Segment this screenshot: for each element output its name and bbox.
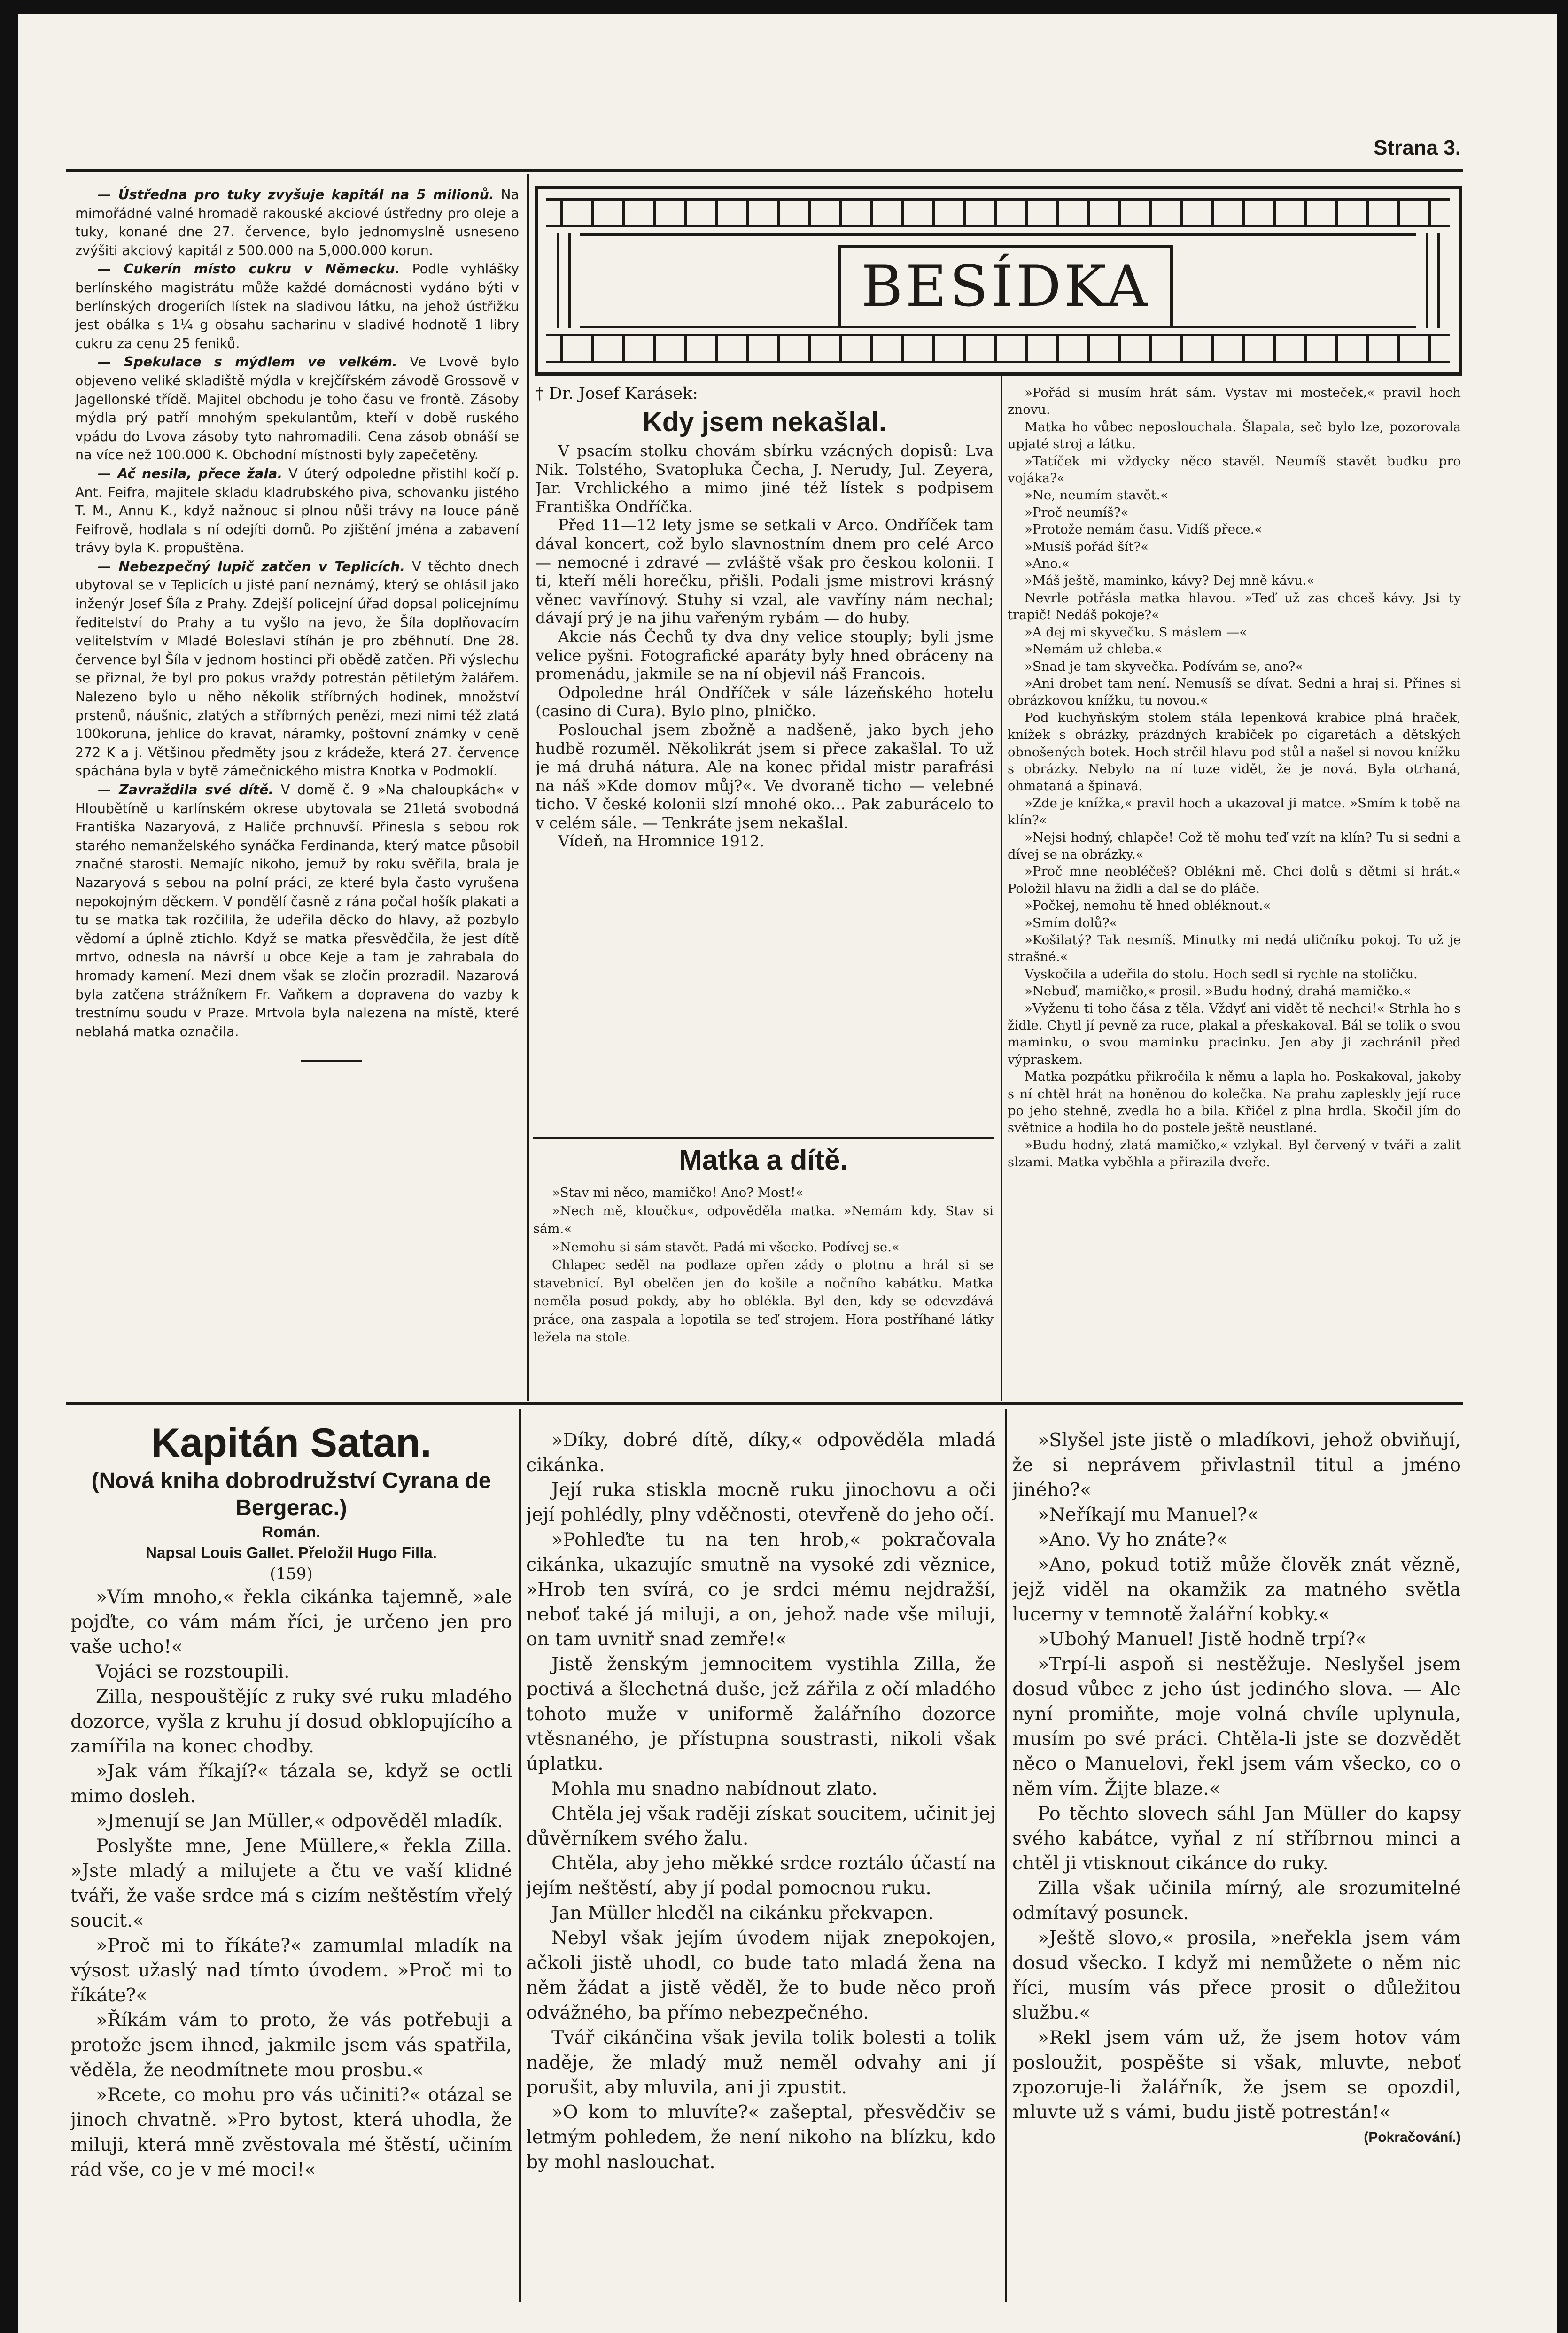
news-headline: — Ač nesila, přece žala. bbox=[98, 465, 283, 481]
serial-paragraph: Chtěla jej však raději získat soucitem, učinit jej důvěrníkem svého žalu. bbox=[526, 1803, 996, 1849]
serial-paragraph: Poslyšte mne, Jene Müllere,« řekla Zilla. »Jste mladý a milujete a čtu ve vaší klidné tváři, že vaše srdce má s cizím neštěstím vřelý soucit.« bbox=[70, 1835, 512, 1931]
story-paragraph: »Proč mne neobléčeš? Oblékni mě. Chci dolů s dětmi si hrát.« Položil hlavu na židli a dal se do pláče. bbox=[1008, 864, 1461, 896]
story-paragraph: »Máš ještě, maminko, kávy? Dej mně kávu.« bbox=[1025, 573, 1315, 589]
serial-paragraph: »Jak vám říkají?« tázala se, když se octli mimo dosleh. bbox=[70, 1760, 512, 1807]
news-item bbox=[75, 781, 519, 1041]
story-divider bbox=[533, 1137, 994, 1139]
story-paragraph: »Ani drobet tam není. Nemusíš se dívat. Sedni a hraj si. Přines si obrázkovou knížku, tu novou.« bbox=[1008, 675, 1461, 708]
serial-paragraph: »Ano. Vy ho znáte?« bbox=[1038, 1529, 1228, 1550]
serial-paragraph: »Ubohý Manuel! Jistě hodně trpí?« bbox=[1038, 1628, 1367, 1650]
news-column bbox=[75, 186, 519, 1388]
serial-paragraph: »Proč mi to říkáte?« zamumlal mladík na výsost užaslý nad tímto úvodem. »Proč mi to říkáte?« bbox=[70, 1935, 512, 2006]
serial-paragraph: »Rcete, co mohu pro vás učiniti?« otázal se jinoch chvatně. »Pro bytost, která uhodla, že miluji, která mně zvěstovala mé štěstí, učiním rád vše, co je v mé moci!« bbox=[70, 2084, 512, 2180]
story-paragraph: »Ne, neumím stavět.« bbox=[1025, 488, 1169, 503]
story-paragraph: »Protože nemám času. Vidíš přece.« bbox=[1025, 522, 1263, 537]
story-paragraph: »Nejsi hodný, chlapče! Což tě mohu teď vzít na klín? Tu si sedni a dívej se na obrázky.« bbox=[1008, 829, 1461, 862]
story-paragraph: Před 11—12 lety jsme se setkali v Arco. Ondříček tam dával koncert, což bylo slavnostním dnem pro celé Arco — nemocné i zdravé — zvláště však pro českou kolonii. I ti, kteří měli horečku, přišli. Podali jsme mistrovi krásný věnec vavřínový. Stuhy si vzal, ale vavříny nám nechal; dávají prý je na jihu vařeným rybám — do huby. bbox=[536, 516, 994, 628]
story-author: † Dr. Josef Karásek: bbox=[536, 384, 698, 403]
serial-column bbox=[526, 1428, 996, 2311]
column-divider bbox=[527, 174, 529, 1401]
serial-paragraph: »Říkám vám to proto, že vás potřebuji a protože jsem ihned, jakmile jsem vás spatřila, věděla, že neodmítnete mou prosbu.« bbox=[70, 2009, 512, 2081]
top-rule bbox=[66, 169, 1463, 172]
story-paragraph: »Nech mě, kloučku«, odpověděla matka. »Nemám kdy. Stav si sám.« bbox=[533, 1203, 994, 1236]
serial-paragraph: »Díky, dobré dítě, díky,« odpověděla mladá cikánka. bbox=[526, 1429, 996, 1476]
news-item bbox=[75, 558, 519, 781]
page-number: Strana 3. bbox=[1374, 136, 1461, 159]
serial-credit: Napsal Louis Gallet. Přeložil Hugo Filla. bbox=[146, 1544, 437, 1561]
serial-column bbox=[1012, 1428, 1461, 2311]
story-paragraph: Chlapec seděl na podlaze opřen zády o plotnu a hrál si se stavebnicí. Byl obelčen jen do košile a nočního kabátku. Matka neměla posud pokdy, aby ho oblékla. Byl den, kdy se odevzdává práce, ona zaspala a lopotila se teď strojem. Hora postříhané látky ležela na stole. bbox=[533, 1257, 994, 1345]
story-paragraph: »Pořád si musím hrát sám. Vystav mi mosteček,« pravil hoch znovu. bbox=[1008, 385, 1461, 418]
scan-border-top bbox=[0, 0, 1568, 14]
story-paragraph: »Smím dolů?« bbox=[1025, 915, 1118, 930]
story-paragraph: »A dej mi skyvečku. S máslem —« bbox=[1025, 624, 1247, 640]
news-item bbox=[75, 465, 519, 558]
story-title: Kdy jsem nekašlal. bbox=[642, 407, 887, 437]
ornament-band bbox=[546, 334, 1450, 363]
serial-number: (159) bbox=[270, 1565, 313, 1583]
serial-paragraph: »Rekl jsem vám už, že jsem hotov vám posloužit, pospěšte si však, mluvte, neboť zpozoruje-li žalářník, že jsem se opozdil, mluvte už s vámi, budu jistě potrestán!« bbox=[1012, 2027, 1461, 2123]
serial-paragraph: Mohla mu snadno nabídnout zlato. bbox=[551, 1778, 877, 1799]
serial-paragraph: Nebyl však jejím úvodem nijak znepokojen, ačkoli jistě uhodl, co bude tato mladá žena na něm žádat a jistě věděl, že to bude něco proň odvážného, ba přímo nebezpečného. bbox=[526, 1927, 996, 2023]
serial-paragraph: Zilla však učinila mírný, ale srozumitelné odmítavý posunek. bbox=[1012, 1877, 1461, 1924]
story-paragraph: »Nemám už chleba.« bbox=[1025, 642, 1163, 657]
story-paragraph: Poslouchal jsem zbožně a nadšeně, jako bych jeho hudbě rozuměl. Několikrát jsem si přece zakašlal. To už je má druhá nátura. Ale na konec přidal mistr parafrási na náš »Kde domov můj?«. Ve dvoraně ticho — velebné ticho. V české kolonii slzí mnohé oko... Pak zaburácelo to v celém sále. — Tenkráte jsem nekašlal. bbox=[536, 720, 994, 832]
serial-paragraph: »O kom to mluvíte?« zašeptal, přesvědčiv se letmým pohledem, že není nikoho na blízku, kdo by mohl naslouchat. bbox=[526, 2101, 996, 2173]
news-item bbox=[75, 186, 519, 260]
serial-paragraph: »Ano, pokud totiž může člověk znát vězně, jejž viděl na okamžik za matného světla lucerny v temnotě žalářní kobky.« bbox=[1012, 1554, 1461, 1625]
story-column bbox=[536, 384, 994, 1136]
serial-paragraph: Jistě ženským jemnocitem vystihla Zilla, že poctivá a šlechetná duše, jež zářila z očí mladého tohoto muže v uniformě žalářního dozorce vtěsnaného, je přístupna soustrasti, nikoli však úplatku. bbox=[526, 1653, 996, 1775]
serial-paragraph: Tvář cikánčina však jevila tolik bolesti a tolik naděje, že mladý muž neměl odvahy ani jí porušit, aby mluvila, ani ji zpustit. bbox=[526, 2027, 996, 2098]
serial-paragraph: »Pohleďte tu na ten hrob,« pokračovala cikánka, ukazujíc smutně na vysoké zdi věznice, »Hrob ten svírá, co je srdci mému nejdražší, neboť také já miluji, a on, jehož nade vše miluji, on tam uvnitř snad zemře!« bbox=[526, 1529, 996, 1650]
story-paragraph: »Snad je tam skyvečka. Podívám se, ano?« bbox=[1025, 659, 1304, 674]
serial-paragraph: »Neříkají mu Manuel?« bbox=[1038, 1504, 1259, 1526]
serial-paragraph: »Trpí-li aspoň si nestěžuje. Neslyšel jsem dosud vůbec z jeho úst jediného slova. — Ale nyní promiňte, moje volná chvíle uplynula, musím po své práci. Chtěla-li jste se dozvědět něco o Manuelovi, řekl jsem vám všecko, co o něm vím. Žijte blaze.« bbox=[1012, 1653, 1461, 1799]
serial-paragraph: »Slyšel jste jistě o mladíkovi, jehož obviňují, že si neprávem přivlastnil titul a jméno jiného?« bbox=[1012, 1429, 1461, 1501]
news-item bbox=[75, 353, 519, 465]
news-text: Ve Lvově bylo objeveno veliké skladiště mýdla v krejčířském závodě Grossově v Jagellonské třídě. Majitel obchodu je toho času ve frontě. Zásoby mýdla prý patří mnohým spekulantům, kteří v době ruského vpádu do Lvova zásoby tyto nahromadili. Cena zásob obnáší se na více než 100.000 K. Obchodní místnosti byly zapečetěny. bbox=[75, 354, 519, 463]
news-headline: — Ústředna pro tuky zvyšuje kapitál na 5 milionů. bbox=[98, 187, 494, 202]
serial-paragraph: Jan Müller hleděl na cikánku překvapen. bbox=[551, 1902, 934, 1924]
story-paragraph: V psacím stolku chovám sbírku vzácných dopisů: Lva Nik. Tolstého, Svatopluka Čecha, J. Nerudy, Jul. Zeyera, Jar. Vrchlického a mimo jiné též lístek s podpisem Františka Ondříčka. bbox=[536, 442, 994, 516]
story-paragraph: Pod kuchyňským stolem stála lepenková krabice plná hraček, knížek s obrázky, prázdných krabiček po cigaretách a dětských obnošených botek. Hoch strčil hlavu pod stůl a našel si novou knížku s obrázky. Nebylo na ní tuze vidět, že je nová. Byla otrhaná, ohmataná a špinavá. bbox=[1008, 710, 1461, 794]
news-text: V domě č. 9 »Na chaloupkách« v Hloubětíně u karlínském okrese ubytovala se 21letá svobodná Františka Nazaryová, z Haliče prchnuvší. Přinesla s sebou rok starého nemanželského synáčka Ferdinanda, který matce působil značné starosti. Nemajíc nikoho, jemuž by roku svěřila, brala je Nazaryová s sebou na polní práci, ze které byla často vyrušena nepokojným děckem. V pondělí časně z rána počal hošík plakati a tu se matka tak rozčilila, že udeřila děcko do hlavy, až pozbylo vědomí a úplně ztichlo. Když se matka přesvědčila, že jest dítě mrtvo, odnesla na návrší u obce Keje a tam je zahrabala do hromady kamení. Mezi dnem však se zločin prozradil. Nazarová byla zatčena strážníkem Fr. Vaňkem a dopravena do vazby k trestnímu soudu v Praze. Mrtvola byla nalezena na místě, které neblahá matka označila. bbox=[75, 782, 519, 1039]
serial-paragraph: Po těchto slovech sáhl Jan Müller do kapsy svého kabátce, vyňal z ní stříbrnou minci a chtěl ji vtisknout cikánce do ruky. bbox=[1012, 1803, 1461, 1874]
story-paragraph: Vyskočila a udeřila do stolu. Hoch sedl si rychle na stoličku. bbox=[1025, 966, 1418, 982]
story-paragraph: »Budu hodný, zlatá mamičko,« vzlykal. Byl červený v tváři a zalit slzami. Matka vyběhla a přirazila dveře. bbox=[1008, 1137, 1461, 1170]
news-text: Podle vyhlášky berlínského magistrátu může každé domácnosti vydáno býti v berlínských drogeriích lístek na sladivou látku, na jehož ústřižku jest obálka s 1¼ g obsahu sacharinu v sladivé hodnotě 1 libry cukru za cenu 25 feniků. bbox=[75, 261, 519, 351]
serial-paragraph: »Jmenují se Jan Müller,« odpověděl mladík. bbox=[96, 1810, 503, 1832]
news-text: V úterý odpoledne přistihl kočí p. Ant. Feifra, majitele skladu kladrubského piva, schovanku jistého T. M., Annu K., když nažnouc si plnou nůši trávy na louce páně Feifrově, hodlala s ní odejíti domů. Po zjištění jména a zabavení trávy byla K. propuštěna. bbox=[75, 465, 519, 556]
story-paragraph: »Nebuď, mamičko,« prosil. »Budu hodný, drahá mamičko.« bbox=[1025, 984, 1412, 999]
column-divider bbox=[1005, 1409, 1007, 2302]
serial-paragraph: Chtěla, aby jeho měkké srdce roztálo účastí na jejím neštěstí, aby jí podal pomocnou ruku. bbox=[526, 1852, 996, 1899]
story-paragraph: Akcie nás Čechů ty dva dny velice stouply; byli jsme velice pyšni. Fotografické aparáty byly hned obráceny na promenádu, jakmile se na ní objevil náš Francois. bbox=[536, 627, 994, 683]
story-title: Matka a dítě. bbox=[678, 1144, 848, 1176]
serial-genre: Román. bbox=[262, 1523, 321, 1541]
story-paragraph: »Tatíček mi vždycky něco stavěl. Neumíš stavět budku pro vojáka?« bbox=[1008, 453, 1461, 486]
story-paragraph: »Počkej, nemohu tě hned obléknout.« bbox=[1025, 898, 1271, 914]
story-paragraph: Matka ho vůbec neposlouchala. Šlapala, seč bylo lze, pozorovala upjaté stroj a látku. bbox=[1008, 419, 1461, 452]
news-text: Na mimořádné valné hromadě rakouské akciové ústředny pro oleje a tuky, konané dne 27. července, bylo jednomyslně usneseno zvýšiti akciový kapitál z 500.000 na 5,000.000 korun. bbox=[75, 187, 519, 258]
story-paragraph: Nevrle potřásla matka hlavou. »Teď už zas chceš kávy. Jsi ty trapič! Nedáš pokoje?« bbox=[1008, 590, 1461, 623]
story-paragraph: »Musíš pořád šít?« bbox=[1025, 539, 1149, 554]
serial-paragraph: »Vím mnoho,« řekla cikánka tajemně, »ale pojďte, co vám mám říci, je určeno jen pro vaše ucho!« bbox=[70, 1586, 512, 1658]
serial-subtitle: (Nová kniha dobrodružství Cyrana de Bergerac.) bbox=[91, 1468, 491, 1520]
serial-paragraph: Vojáci se rozstoupili. bbox=[96, 1661, 290, 1682]
end-rule bbox=[301, 1060, 362, 1062]
ornament-side bbox=[1426, 233, 1440, 328]
news-item bbox=[75, 260, 519, 353]
ornament-side bbox=[557, 233, 571, 328]
serial-paragraph: Zilla, nespouštějíc z ruky své ruku mladého dozorce, vyšla z kruhu jí dosud obklopujícího a zamířila na konec chodby. bbox=[70, 1686, 512, 1757]
news-headline: — Cukerín místo cukru v Německu. bbox=[98, 261, 400, 277]
scan-border-left bbox=[0, 0, 18, 2333]
scan-border-right bbox=[1557, 0, 1568, 2333]
serial-continued: (Pokračování.) bbox=[1364, 2130, 1461, 2145]
news-headline: — Nebezpečný lupič zatčen v Teplicích. bbox=[98, 558, 405, 574]
story-paragraph: Odpoledne hrál Ondříček v sále lázeňského hotelu (casino di Cura). Bylo plno, plničko. bbox=[536, 683, 994, 721]
banner-title: BESÍDKA bbox=[838, 245, 1173, 328]
story-paragraph: »Stav mi něco, mamičko! Ano? Most!« bbox=[552, 1185, 804, 1200]
serial-title: Kapitán Satan. bbox=[151, 1420, 432, 1465]
story-paragraph: »Ano.« bbox=[1025, 556, 1070, 572]
ornament-band bbox=[546, 198, 1450, 227]
news-headline: — Zavraždila své dítě. bbox=[98, 782, 274, 798]
serial-paragraph: Její ruka stiskla mocně ruku jinochovu a oči její pohlédly, plny vděčnosti, otevřeně do jeho očí. bbox=[526, 1479, 996, 1526]
story-paragraph: »Košilatý? Tak nesmíš. Minutky mi nedá uličníku pokoj. To už je strašné.« bbox=[1008, 932, 1461, 965]
serial-paragraph: »Ještě slovo,« prosila, »neřekla jsem vám dosud všecko. I když mi nemůžete o něm nic říci, musím vás přece prosit o důležitou službu.« bbox=[1012, 1927, 1461, 2023]
serial-column bbox=[70, 1418, 512, 2311]
story-paragraph: »Vyženu ti toho čása z těla. Vždyť ani vidět tě nechci!« Strhla ho s židle. Chytl jí pevně za ruce, plakal a přeskakoval. Bál se tolik o svou maminku, o svou maminku pracinku. Jen aby ji zachránil před výpraskem. bbox=[1008, 1000, 1461, 1067]
story-column bbox=[1008, 384, 1461, 1399]
story-paragraph: »Proč neumíš?« bbox=[1025, 504, 1129, 520]
column-divider bbox=[519, 1409, 521, 2302]
besidka-banner bbox=[535, 186, 1462, 376]
column-divider bbox=[1001, 376, 1002, 1401]
story-paragraph: Matka pozpátku přikročila k němu a lapla ho. Poskakoval, jakoby s ní chtěl hrát na honěnou do kolečka. Na prahu zapleskly její ruce po jeho stehně, zvedla ho a bila. Křičel z plna hrdla. Skočil jím do světnice a hodila ho do postele ještě neustlané. bbox=[1008, 1069, 1461, 1136]
story-signature: Vídeň, na Hromnice 1912. bbox=[558, 832, 765, 851]
story-paragraph: »Zde je knížka,« pravil hoch a ukazoval ji matce. »Smím k tobě na klín?« bbox=[1008, 795, 1461, 828]
section-rule bbox=[66, 1402, 1463, 1405]
story-paragraph: »Nemohu si sám stavět. Padá mi všecko. Podívej se.« bbox=[552, 1239, 900, 1255]
story-column bbox=[533, 1184, 994, 1347]
news-headline: — Spekulace s mýdlem ve velkém. bbox=[98, 354, 397, 370]
news-text: V těchto dnech ubytoval se v Teplicích u jisté paní neznámý, který se ohlásil jako inženýr Josef Šíla z Prahy. Zdejší policejní úřad dopsal policejnímu ředitelství do Prahy a tu vyšlo na jevo, že Šíla doplňovacím velitelstvím v Mladé Boleslavi stíhán je pro zběhnutí. Dne 28. července byl Šíla v jednom hostinci při obědě zatčen. Při výslechu se přiznal, že byl pro pokus vraždy potrestán pětiletým žalářem. Nalezeno bylo u něho několik stříbrných hodinek, množství prstenů, náušnic, zlatých a stříbrných penězi, mezi nimi též zlatá 100koruna, jehlice do kravat, náramky, poštovní známky v ceně 272 K a j. Většinou předměty jsou z krádeže, která 27. července spáchána byla v bytě zámečnického mistra Knotka v Podmoklí. bbox=[75, 558, 519, 779]
